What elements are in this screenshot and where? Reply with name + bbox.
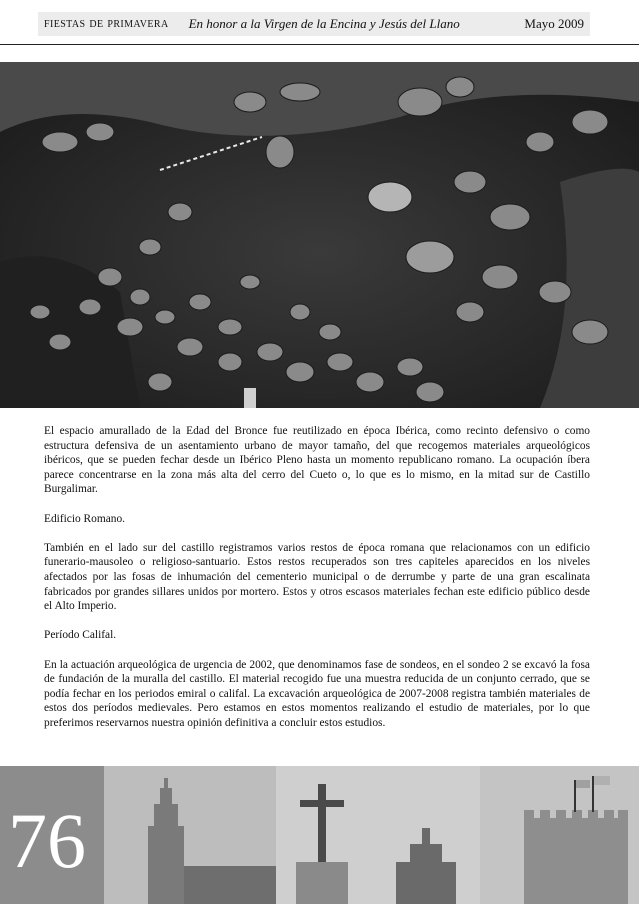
- issue-date: Mayo 2009: [524, 16, 584, 31]
- excavation-photo: [0, 62, 639, 408]
- publication-subtitle: En honor a la Virgen de la Encina y Jesús del Llano: [188, 16, 460, 31]
- publication-title: fiestas de primavera: [44, 16, 169, 31]
- heading-caliphal-period: Período Califal.: [44, 629, 117, 642]
- footer-photo-strip: [0, 766, 639, 904]
- page-number: 76: [8, 797, 86, 884]
- header-rule: [0, 44, 639, 45]
- paragraph-iberian: El espacio amurallado de la Edad del Bronce fue reutilizado en época Ibérica, como recinto defensivo o como estructura defensiva de un asentamiento urbano de mayor tamaño, del que recogemos materiales arqueológicos ibéricos, que se pueden fechar desde un Ibérico Pleno hasta un momento republicano romano. La ocupación íbera parece concentrarse en la zona más alta del cerro del Cueto o, lo que es lo mismo, en la mitad sur de Castillo Burgalimar.: [44, 425, 590, 496]
- page-number-box: [0, 766, 104, 904]
- article-body: [44, 424, 590, 745]
- heading-roman-building: Edificio Romano.: [44, 512, 125, 525]
- paragraph-caliphal: En la actuación arqueológica de urgencia de 2002, que denominamos fase de sondeos, en el sondeo 2 se excavó la fosa de fundación de la muralla del castillo. El material recogido fue una muestra reducida de un conjunto cerrado, que se podía fechar en los periodos emiral o califal. La excavación arqueológica de 2007-2008 registra también materiales de estos dos períodos medievales. Pero estamos en estos momentos realizando el estudio de materiales, por lo que preferimos reservarnos nuestra opinión definitiva a concluir estos estudios.: [44, 658, 590, 729]
- excavation-photo-image: [0, 62, 639, 408]
- page-header: [38, 12, 590, 36]
- paragraph-roman: También en el lado sur del castillo registramos varios restos de época romana que relacionamos con un edificio funerario-mausoleo o religioso-santuario. Estos restos recuperados son tres capiteles aparecidos en los niveles afectados por las fosas de inhumación del cementerio municipal o de derrumbe y parte de una gran escalinata fabricados por grandes sillares unidos por mortero. Estos y otros escasos materiales fechan este edificio público desde el Alto Imperio.: [44, 541, 590, 613]
